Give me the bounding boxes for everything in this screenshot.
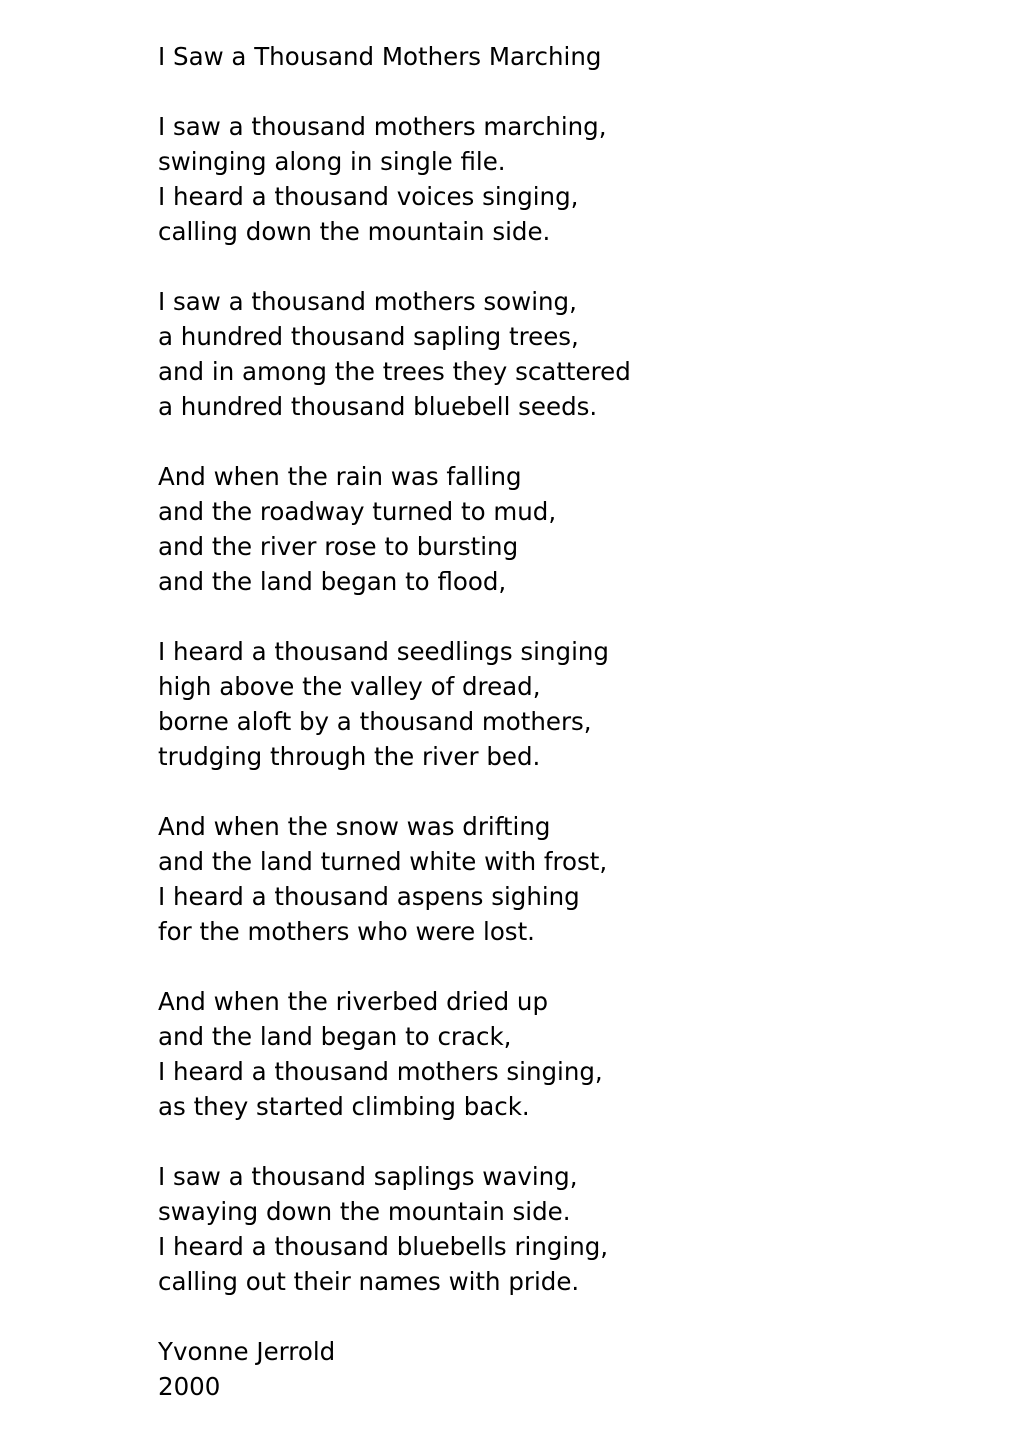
poem-line: and the land began to crack, xyxy=(158,1022,512,1051)
stanza-3 xyxy=(158,459,978,599)
poem-title: I Saw a Thousand Mothers Marching xyxy=(158,42,602,71)
poem-line: and the land began to flood, xyxy=(158,567,507,596)
poem-line: I saw a thousand saplings waving, xyxy=(158,1162,578,1191)
poem-line: and the roadway turned to mud, xyxy=(158,497,557,526)
publication-year: 2000 xyxy=(158,1372,221,1401)
stanza-5 xyxy=(158,809,978,949)
stanza-6 xyxy=(158,984,978,1124)
poem-line: and the river rose to bursting xyxy=(158,532,519,561)
poem-line: for the mothers who were lost. xyxy=(158,917,535,946)
poem-line: calling out their names with pride. xyxy=(158,1267,580,1296)
poem-line: a hundred thousand sapling trees, xyxy=(158,322,579,351)
stanza-4 xyxy=(158,634,978,774)
author-signature xyxy=(158,1334,978,1404)
poem-line: trudging through the river bed. xyxy=(158,742,541,771)
poem-line: I saw a thousand mothers marching, xyxy=(158,112,607,141)
stanza-7 xyxy=(158,1159,978,1299)
author-name: Yvonne Jerrold xyxy=(158,1337,336,1366)
poem-line: swaying down the mountain side. xyxy=(158,1197,571,1226)
poem-line: I heard a thousand seedlings singing xyxy=(158,637,609,666)
poem-line: high above the valley of dread, xyxy=(158,672,541,701)
poem-line: borne aloft by a thousand mothers, xyxy=(158,707,592,736)
stanza-1 xyxy=(158,109,978,249)
poem-line: I heard a thousand bluebells ringing, xyxy=(158,1232,609,1261)
poem-line: And when the rain was falling xyxy=(158,462,522,491)
poem-line: swinging along in single file. xyxy=(158,147,506,176)
poem-line: and the land turned white with frost, xyxy=(158,847,608,876)
poem-line: I heard a thousand mothers singing, xyxy=(158,1057,603,1086)
poem-line: calling down the mountain side. xyxy=(158,217,551,246)
poem-line: I heard a thousand aspens sighing xyxy=(158,882,580,911)
poem-line: and in among the trees they scattered xyxy=(158,357,631,386)
poem-line: I saw a thousand mothers sowing, xyxy=(158,287,577,316)
poem-document xyxy=(158,39,978,1404)
poem-line: I heard a thousand voices singing, xyxy=(158,182,579,211)
poem-line: And when the riverbed dried up xyxy=(158,987,548,1016)
poem-line: as they started climbing back. xyxy=(158,1092,530,1121)
stanza-2 xyxy=(158,284,978,424)
poem-line: a hundred thousand bluebell seeds. xyxy=(158,392,598,421)
poem-line: And when the snow was drifting xyxy=(158,812,551,841)
